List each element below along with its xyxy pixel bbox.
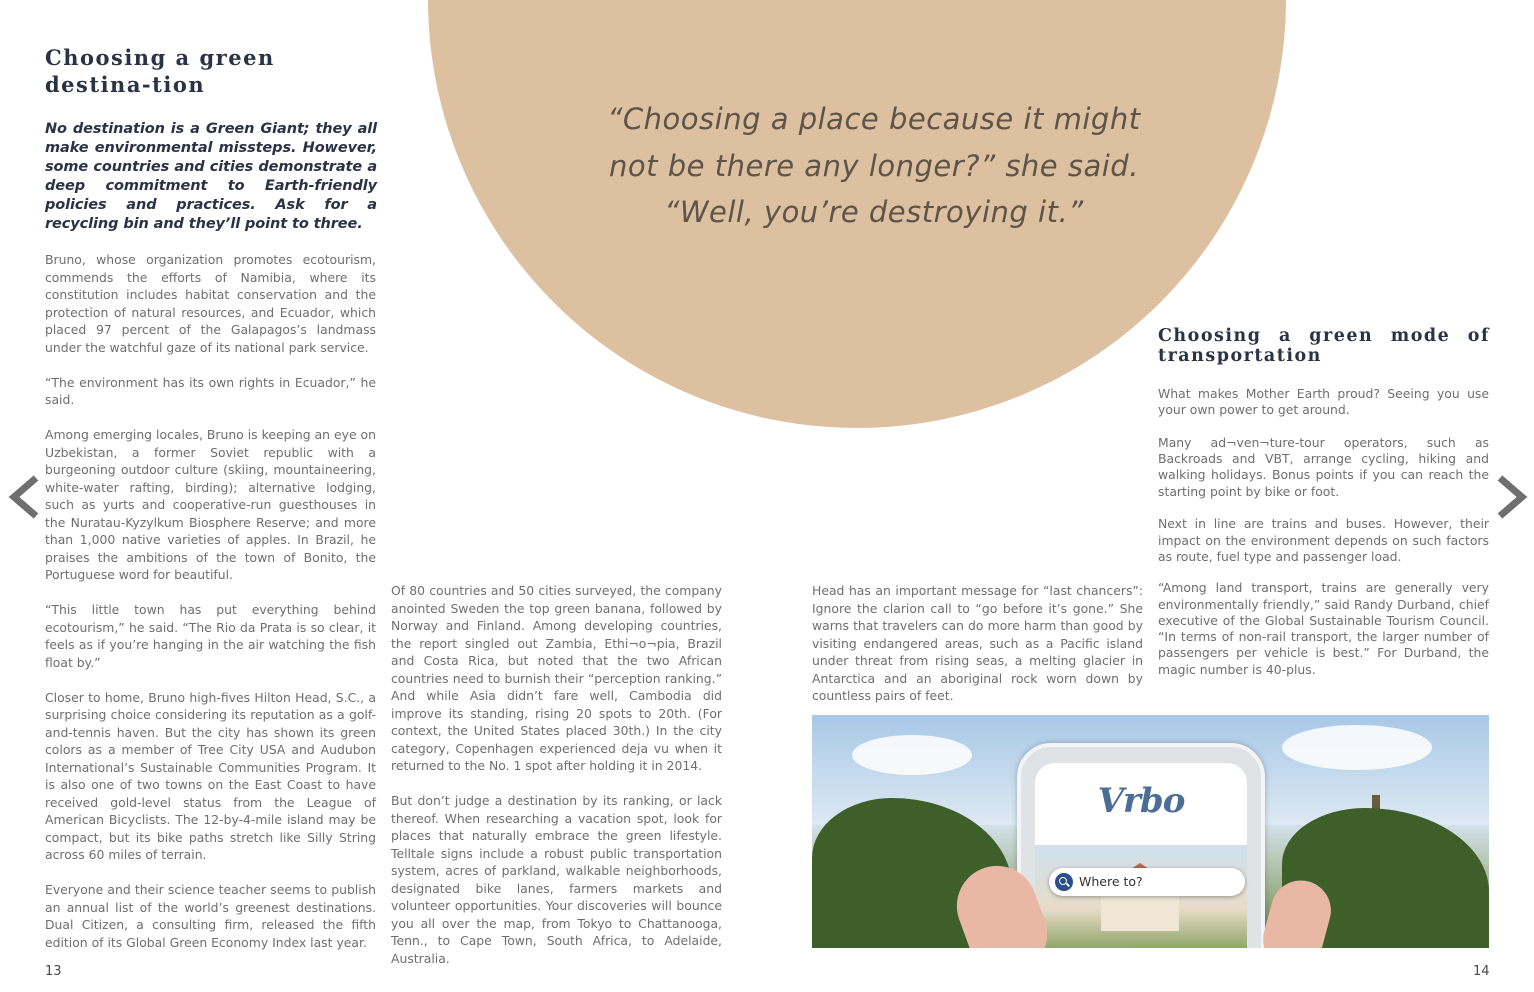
column-4 — [1158, 386, 1489, 694]
paragraph: Next in line are trains and buses. However, their impact on the environment depends on such factors as route, fuel type and passenger load. — [1158, 516, 1489, 564]
pull-quote-line-2: not be there any longer?” she said. — [609, 148, 1139, 183]
paragraph: Closer to home, Bruno high-fives Hilton Head, S.C., a surprising choice considering its reputation as a golf-and-tennis haven. But the city has shown its green colors as a member of Tree City USA and Audubon International’s Sustainable Communities Program. It is also one of two towns on the East Coast to have received gold-level status from the League of American Bicyclists. The 12-by-4-mile island may be compact, but its bike paths stretch like Silly String across 60 miles of terrain. — [45, 689, 376, 862]
section-title-destination: Choosing a green destina-tion — [45, 45, 275, 97]
paragraph: Among emerging locales, Bruno is keeping an eye on Uzbekistan, a former Soviet republic with a burgeoning outdoor culture (skiing, mountaineering, white-water rafting, birding); alternative lodging, such as yurts and cooperative-run guesthouses in the Nuratau-Kyzylkum Biosphere Reserve; and more than 1,000 native varieties of apples. In Brazil, he praises the ambitions of the town of Bonito, the Portuguese word for beautiful. — [45, 427, 376, 582]
paragraph: Many ad¬ven¬ture-tour operators, such as Backroads and VBT, arrange cycling, hiking and walking holidays. Bonus points if you can reach the starting point by bike or foot. — [1158, 434, 1489, 499]
pull-quote-line-3: “Well, you’re destroying it.” — [664, 195, 1084, 229]
paragraph: Everyone and their science teacher seems to publish an annual list of the world’s greenest destinations. Dual Citizen, a consulting firm, released the fifth edition of its Global Green Economy Index last year. — [45, 882, 376, 950]
lead-paragraph: No destination is a Green Giant; they all make environmental missteps. However, some countries and cities demonstrate a deep commitment to Earth-friendly policies and practices. Ask for a recycling bin and they’ll point to three. — [45, 121, 377, 232]
vrbo-app-photo — [812, 715, 1489, 948]
page-number-right: 14 — [1473, 964, 1490, 979]
phone-screen — [1035, 763, 1247, 948]
pull-quote — [560, 96, 1188, 236]
where-to-search-bar — [1049, 868, 1245, 896]
house-walls — [1101, 891, 1179, 931]
column-3 — [812, 582, 1143, 722]
paragraph: Bruno, whose organization promotes ecotourism, commends the efforts of Namibia, where its constitution includes habitat conservation and the protection of natural resources, and Ecuador, which placed 97 percent of the Galapagos’s landmass under the watchful gaze of its national park service. — [45, 252, 376, 355]
phone-device — [1017, 743, 1265, 948]
search-placeholder-text: Where to? — [1079, 874, 1143, 889]
paragraph: Head has an important message for “last chancers”: Ignore the clarion call to “go before it’s gone.” She warns that travelers can do more harm than good by visiting endangered areas, such as a Pacific island under threat from rising seas, a melting glacier in Antarctica and an aboriginal rock worn down by countless pairs of feet. — [812, 583, 1143, 703]
paragraph: What makes Mother Earth proud? Seeing you use your own power to get around. — [1158, 386, 1489, 418]
photo-cloud — [1282, 725, 1432, 770]
paragraph: But don’t judge a destination by its ranking, or lack thereof. When researching a vacation spot, look for places that naturally embrace the green lifestyle. Telltale signs include a robust public transportation system, acres of parkland, walkable neighborhoods, designated bike lanes, farmers markets and volunteer opportunities. Your discoveries will bounce you all over the map, from Tokyo to Chattanooga, Tenn., to Cape Town, South Africa, to Adelaide, Australia. — [391, 793, 722, 966]
vrbo-logo: Vrbo — [1097, 781, 1185, 821]
column-1 — [45, 251, 376, 969]
paragraph: “This little town has put everything behind ecotourism,” he said. “The Rio da Prata is so clear, it feels as if you’re hanging in the air watching the fish float by.” — [45, 602, 376, 670]
paragraph: “The environment has its own rights in Ecuador,” he said. — [45, 374, 376, 407]
section-title-line-1: Choosing a green mode of — [1158, 326, 1490, 346]
page-number-left: 13 — [45, 964, 62, 979]
paragraph: Of 80 countries and 50 cities surveyed, the company anointed Sweden the top green banana, followed by Norway and Finland. Among developing countries, the report singled out Zambia, Ethi¬o¬pia, Brazil and Costa Rica, but noted that the two African countries need to burnish their “perception ranking.” And while Asia didn’t fare well, Cambodia did improve its standing, rising 20 spots to 20th. (For context, the United States placed 30th.) In the city category, Copenhagen experienced deja vu when it returned to the No. 1 spot after holding it in 2014. — [391, 583, 722, 773]
search-icon — [1055, 873, 1073, 891]
next-page-button[interactable] — [1492, 472, 1532, 522]
column-2 — [391, 582, 722, 985]
chevron-right-icon — [1492, 472, 1532, 522]
chevron-left-icon — [4, 472, 44, 522]
section-title-line-2: transportation — [1158, 346, 1322, 366]
paragraph: “Among land transport, trains are generally very environmentally friendly,” said Randy Durband, chief executive of the Global Sustainable Tourism Council. “In terms of non-rail transport, the larger number of passengers per vehicle is best.” For Durband, the magic number is 40-plus. — [1158, 580, 1489, 677]
photo-cloud — [852, 735, 972, 775]
pull-quote-line-1: “Choosing a place because it might — [607, 102, 1141, 136]
previous-page-button[interactable] — [4, 472, 44, 522]
section-title-transportation — [1158, 326, 1490, 366]
